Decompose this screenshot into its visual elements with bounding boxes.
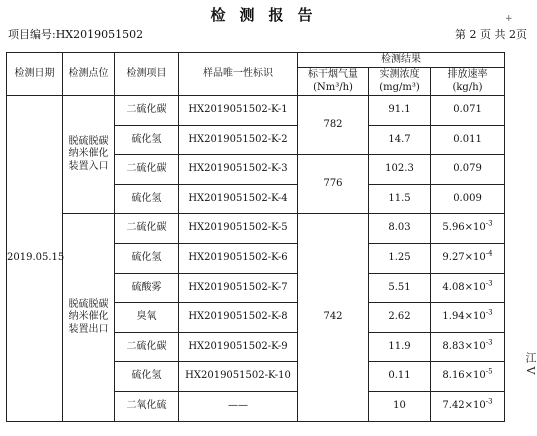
page-info: 第 2 页 共 2页 [455,28,527,41]
cell-sample-id: HX2019051502-K-7 [179,273,298,303]
cell-rate: $4.08\times 10^{-3}$ [431,273,505,303]
cell-sample-id: HX2019051502-K-5 [179,214,298,244]
cell-item: 硫化氢 [115,184,179,214]
cell-rate: $9.27\times 10^{-4}$ [431,243,505,273]
cell-rate: 0.011 [431,125,505,155]
project-label: 项目编号: [8,28,56,41]
cell-conc: 0.11 [369,362,431,392]
cell-flow: 782 [298,96,369,155]
project-number [8,26,143,42]
cell-rate: $8.16\times 10^{-5}$ [431,362,505,392]
cell-item: 二硫化碳 [115,214,179,244]
cell-sample-id: HX2019051502-K-1 [179,96,298,126]
header-date: 检测日期 [7,53,63,96]
cell-rate: 0.071 [431,96,505,126]
header-point: 检测点位 [63,53,115,96]
header-item: 检测项目 [115,53,179,96]
project-no: HX2019051502 [55,28,144,41]
table-row [7,214,505,244]
cell-conc: 11.9 [369,332,431,362]
cell-item: 臭氧 [115,303,179,333]
cell-item: 二氧化硫 [115,391,179,421]
cell-item: 硫化氢 [115,243,179,273]
cell-rate: $5.96\times 10^{-3}$ [431,214,505,244]
side-stamp: 江 V [524,352,537,375]
cell-conc: 10 [369,391,431,421]
cell-flow: 742 [298,214,369,421]
cell-conc: 14.7 [369,125,431,155]
cell-conc: 8.03 [369,214,431,244]
cell-conc: 2.62 [369,303,431,333]
header-flow: 标干烟气量 (Nm³/h) [298,68,369,96]
cell-sample-id: HX2019051502-K-6 [179,243,298,273]
header-conc: 实测浓度 (mg/m³) [369,68,431,96]
cell-sample-id: HX2019051502-K-4 [179,184,298,214]
cell-conc: 102.3 [369,155,431,185]
cell-point-inlet: 脱硫脱碳纳米催化装置入口 [63,96,115,214]
cell-sample-id: HX2019051502-K-10 [179,362,298,392]
cell-item: 硫化氢 [115,125,179,155]
cell-item: 二硫化碳 [115,332,179,362]
cell-rate: $1.94\times 10^{-3}$ [431,303,505,333]
report-title: 检测报告 [210,6,327,24]
cell-rate: 0.079 [431,155,505,185]
cell-conc: 5.51 [369,273,431,303]
cell-sample-id: HX2019051502-K-9 [179,332,298,362]
cell-rate: 0.009 [431,184,505,214]
cell-item: 硫酸雾 [115,273,179,303]
cell-flow: 776 [298,155,369,214]
header-rate: 排放速率 (kg/h) [431,68,505,96]
header-results: 检测结果 [298,53,505,68]
cell-point-outlet: 脱硫脱碳纳米催化装置出口 [63,214,115,421]
cell-conc: 1.25 [369,243,431,273]
cell-date: 2019.05.15 [7,96,63,422]
cell-sample-id: HX2019051502-K-2 [179,125,298,155]
cell-sample-id: HX2019051502-K-3 [179,155,298,185]
cell-item: 二硫化碳 [115,96,179,126]
cell-conc: 11.5 [369,184,431,214]
cell-conc: 91.1 [369,96,431,126]
cell-sample-id: —— [179,391,298,421]
cell-item: 二硫化碳 [115,155,179,185]
results-table [6,52,505,422]
cell-rate: $8.83\times 10^{-3}$ [431,332,505,362]
header-sample-id: 样品唯一性标识 [179,53,298,96]
cell-rate: $7.42\times 10^{-3}$ [431,391,505,421]
cell-sample-id: HX2019051502-K-8 [179,303,298,333]
corner-mark: + [505,14,513,24]
cell-item: 硫化氢 [115,362,179,392]
table-row [7,96,505,126]
